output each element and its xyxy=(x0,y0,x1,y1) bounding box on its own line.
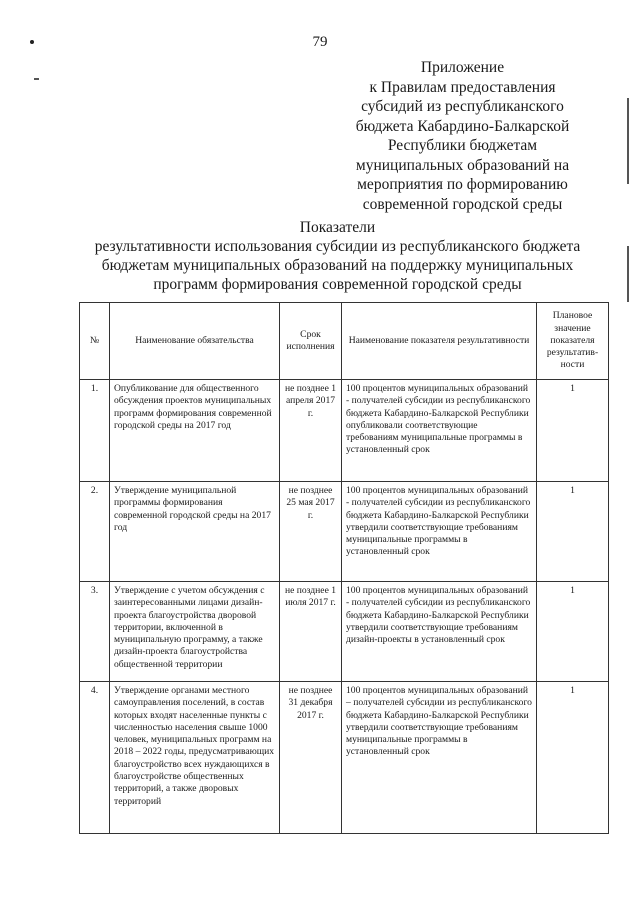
header-plan: Плановое значение показателя результатив-ности xyxy=(537,303,609,380)
header-term: Срок исполнения xyxy=(280,303,342,380)
table-row xyxy=(80,380,609,482)
title-line: бюджетам муниципальных образований на поддержку муниципальных xyxy=(101,257,574,274)
cell-num: 2. xyxy=(80,482,110,582)
cell-obligation: Утверждение муниципальной программы формирования современной городской среды на 2017 год xyxy=(110,482,280,582)
table-row xyxy=(80,582,609,682)
cell-plan: 1 xyxy=(537,482,609,582)
cell-obligation: Утверждение органами местного самоуправления поселений, в состав которых входят населенные пункты с численностью населения свыше 1000 человек, муниципальных программ на 2018 – 2022 годы, предусматривающих благоустройство всех нуждающихся в благоустройстве общественных территорий, а также дворовых территорий xyxy=(110,682,280,834)
cell-term: не позднее 25 мая 2017 г. xyxy=(280,482,342,582)
title-line: программ формирования современной городской среды xyxy=(153,276,522,293)
appendix-line: субсидий из республиканского xyxy=(361,98,564,115)
scan-edge-mark xyxy=(627,98,629,184)
appendix-line: мероприятия по формированию xyxy=(357,176,568,193)
title-line: результативности использования субсидии из республиканского бюджета xyxy=(94,238,581,255)
header-indicator: Наименование показателя результативности xyxy=(342,303,537,380)
appendix-line: муниципальных образований на xyxy=(355,156,570,174)
cell-indicator: 100 процентов муниципальных образований - получателей субсидии из республиканского бюджета Кабардино-Балкарской Республики утвердили соответствующие требованиям дизайн-проекты в установленный срок xyxy=(342,582,537,682)
appendix-line: Приложение xyxy=(420,59,505,76)
cell-plan: 1 xyxy=(537,682,609,834)
appendix-line: современной городской среды xyxy=(362,195,563,213)
scan-speck xyxy=(34,78,39,80)
cell-obligation: Опубликование для общественного обсуждения проектов муниципальных программ формирования современной городской среды на 2017 год xyxy=(110,380,280,482)
appendix-line: Республики бюджетам xyxy=(387,137,538,154)
cell-num: 1. xyxy=(80,380,110,482)
appendix-line: бюджета Кабардино-Балкарской xyxy=(355,117,570,135)
cell-term: не позднее 31 декабря 2017 г. xyxy=(280,682,342,834)
page-number: 79 xyxy=(312,34,328,50)
table-header-row xyxy=(80,303,609,380)
cell-plan: 1 xyxy=(537,582,609,682)
cell-obligation: Утверждение с учетом обсуждения с заинтересованными лицами дизайн-проекта благоустройства дворовой территории, включенной в муниципальную программу, а также дизайн-проекта благоустройства общественной территории xyxy=(110,582,280,682)
indicators-table xyxy=(79,302,609,834)
document-title xyxy=(60,218,615,294)
cell-term: не позднее 1 апреля 2017 г. xyxy=(280,380,342,482)
scan-edge-mark xyxy=(627,246,629,302)
cell-indicator: 100 процентов муниципальных образований - получателей субсидии из республиканского бюджета Кабардино-Балкарской Республики утвердили соответствующие требованиям муниципальные программы в установленный срок xyxy=(342,482,537,582)
cell-indicator: 100 процентов муниципальных образований – получателей субсидии из республиканского бюджета Кабардино-Балкарской Республики утвердили соответствующие требованиям муниципальные программы в установленный срок xyxy=(342,682,537,834)
table-row xyxy=(80,682,609,834)
cell-term: не позднее 1 июля 2017 г. xyxy=(280,582,342,682)
table-row xyxy=(80,482,609,582)
cell-plan: 1 xyxy=(537,380,609,482)
title-line: Показатели xyxy=(299,219,376,236)
header-obligation: Наименование обязательства xyxy=(110,303,280,380)
cell-num: 4. xyxy=(80,682,110,834)
header-num: № xyxy=(80,303,110,380)
appendix-line: к Правилам предоставления xyxy=(369,78,556,96)
appendix-block xyxy=(305,58,620,214)
cell-indicator: 100 процентов муниципальных образований - получателей субсидии из республиканского бюджета Кабардино-Балкарской Республики опубликовали соответствующие требованиям муниципальные программы в установленный срок xyxy=(342,380,537,482)
cell-num: 3. xyxy=(80,582,110,682)
